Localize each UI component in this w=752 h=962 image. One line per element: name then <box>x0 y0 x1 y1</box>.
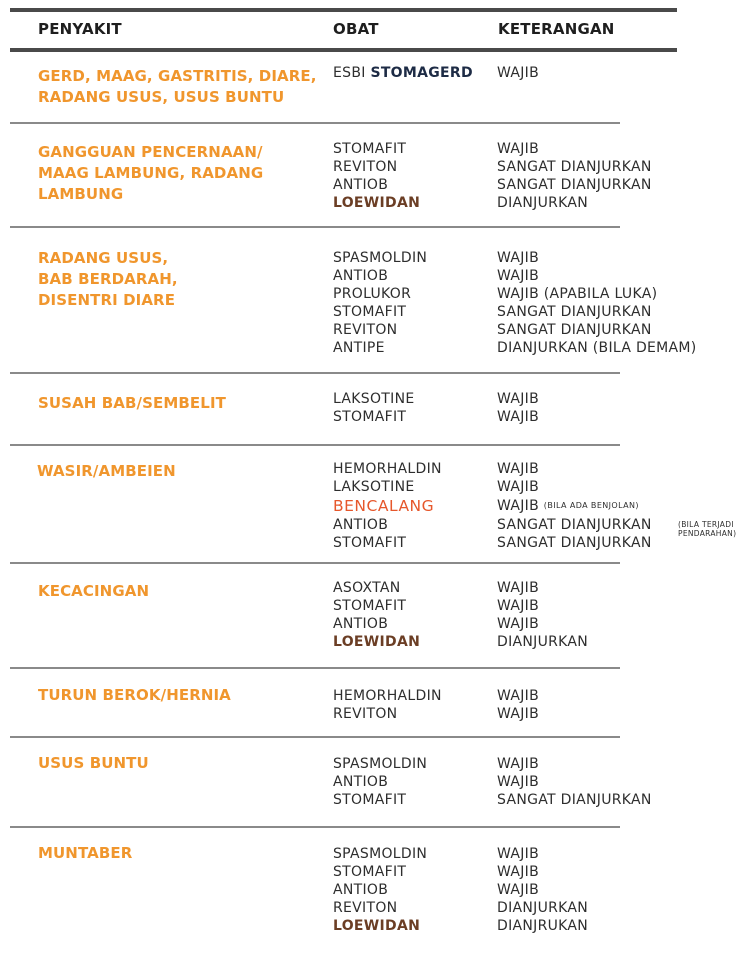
drug-item: ANTIOB <box>333 616 389 632</box>
drug-item: LAKSOTINE <box>333 391 415 407</box>
header-drug: OBAT <box>333 20 379 38</box>
drug-item: REVITON <box>333 900 398 916</box>
drug-list <box>333 460 493 552</box>
row-divider <box>10 372 620 374</box>
drug-item: STOMAFIT <box>333 864 407 880</box>
drug-item: LAKSOTINE <box>333 479 415 495</box>
drug-item: BENCALANG <box>333 497 435 515</box>
note-item: WAJIB <box>497 580 540 596</box>
note-item: WAJIB <box>497 391 540 407</box>
table-top-rule <box>10 8 677 12</box>
disease-name: USUS BUNTU <box>38 754 149 772</box>
row-divider <box>10 736 620 738</box>
note-list <box>497 579 752 651</box>
disease-name: TURUN BEROK/HERNIA <box>38 686 231 704</box>
drug-item: LOEWIDAN <box>333 634 421 650</box>
note-item: SANGAT DIANJURKAN <box>497 535 652 551</box>
drug-item: LOEWIDAN <box>333 195 421 211</box>
drug-list <box>333 140 493 212</box>
note-list <box>497 249 752 357</box>
drug-item: ANTIOB <box>333 268 389 284</box>
note-item: WAJIB <box>497 774 540 790</box>
note-item: WAJIB <box>497 846 540 862</box>
disease-name: RADANG USUS, BAB BERDARAH, DISENTRI DIARE <box>38 249 178 309</box>
note-item: SANGAT DIANJURKAN <box>497 304 652 320</box>
row-divider <box>10 444 620 446</box>
note-item: WAJIB <box>497 756 540 772</box>
disease-name: WASIR/AMBEIEN <box>37 462 176 480</box>
note-item: WAJIB <box>497 616 540 632</box>
note-item: WAJIB <box>497 268 540 284</box>
note-list <box>497 64 752 82</box>
disease-name: KECACINGAN <box>38 582 150 600</box>
drug-item: REVITON <box>333 322 398 338</box>
drug-item: SPASMOLDIN <box>333 756 428 772</box>
drug-item: HEMORHALDIN <box>333 461 442 477</box>
note-list <box>497 460 752 552</box>
note-item: SANGAT DIANJURKAN <box>497 159 652 175</box>
note-item: WAJIB <box>497 598 540 614</box>
drug-item: ANTIOB <box>333 882 389 898</box>
note-item: DIANJURKAN <box>497 900 589 916</box>
drug-item: SPASMOLDIN <box>333 250 428 266</box>
drug-item: ANTIPE <box>333 340 385 356</box>
table-header <box>0 20 752 42</box>
note-list <box>497 390 752 426</box>
note-item: SANGAT DIANJURKAN <box>497 792 652 808</box>
header-note: KETERANGAN <box>498 20 615 38</box>
row-divider <box>10 667 620 669</box>
drug-item: LOEWIDAN <box>333 918 421 934</box>
drug-item: STOMAFIT <box>333 304 407 320</box>
drug-item: STOMAFIT <box>333 598 407 614</box>
note-item: WAJIB <box>497 141 540 157</box>
drug-item: STOMAFIT <box>333 535 407 551</box>
note-item: SANGAT DIANJURKAN <box>497 322 652 338</box>
note-list <box>497 755 752 809</box>
note-item: WAJIB <box>497 864 540 880</box>
drug-list <box>333 64 493 82</box>
drug-list <box>333 687 493 723</box>
note-item: SANGAT DIANJURKAN <box>497 517 652 533</box>
note-item: WAJIB <box>497 882 540 898</box>
drug-item: REVITON <box>333 706 398 722</box>
drug-item: ESBI STOMAGERD <box>333 65 473 81</box>
drug-item: ASOXTAN <box>333 580 401 596</box>
drug-item: STOMAFIT <box>333 792 407 808</box>
drug-list <box>333 755 493 809</box>
row-divider <box>10 826 620 828</box>
note-item: WAJIB <box>497 688 540 704</box>
note-item: WAJIB <box>497 409 540 425</box>
note-item: DIANJURKAN <box>497 195 589 211</box>
drug-item: ANTIOB <box>333 774 389 790</box>
row-divider <box>10 562 620 564</box>
drug-item: STOMAFIT <box>333 141 407 157</box>
note-list <box>497 140 752 212</box>
disease-name: GERD, MAAG, GASTRITIS, DIARE, RADANG USUS, USUS BUNTU <box>38 67 317 106</box>
note-item: WAJIB (BILA ADA BENJOLAN) <box>497 498 639 514</box>
note-item: WAJIB <box>497 65 540 81</box>
disease-name: SUSAH BAB/SEMBELIT <box>38 394 226 412</box>
note-item: WAJIB <box>497 479 540 495</box>
drug-list <box>333 249 493 357</box>
row-divider <box>10 122 620 124</box>
header-disease: PENYAKIT <box>38 20 122 38</box>
disease-name: GANGGUAN PENCERNAAN/ MAAG LAMBUNG, RADANG LAMBUNG <box>38 143 264 203</box>
side-note: (BILA TERJADI PENDARAHAN) <box>678 520 737 538</box>
drug-list <box>333 390 493 426</box>
note-item: SANGAT DIANJURKAN <box>497 177 652 193</box>
note-item: WAJIB <box>497 706 540 722</box>
row-divider <box>10 226 620 228</box>
disease-name: MUNTABER <box>38 844 133 862</box>
note-list <box>497 845 752 935</box>
drug-list <box>333 579 493 651</box>
note-item: WAJIB (APABILA LUKA) <box>497 286 658 302</box>
header-bottom-rule <box>10 48 677 52</box>
drug-item: REVITON <box>333 159 398 175</box>
drug-item: PROLUKOR <box>333 286 412 302</box>
note-item: DIANJRUKAN <box>497 918 589 934</box>
drug-item: SPASMOLDIN <box>333 846 428 862</box>
drug-item: ANTIOB <box>333 177 389 193</box>
note-list <box>497 687 752 723</box>
note-item: WAJIB <box>497 250 540 266</box>
drug-item: STOMAFIT <box>333 409 407 425</box>
note-item: DIANJURKAN <box>497 634 589 650</box>
note-item: DIANJURKAN (BILA DEMAM) <box>497 340 697 356</box>
drug-item: ANTIOB <box>333 517 389 533</box>
drug-list <box>333 845 493 935</box>
drug-item: HEMORHALDIN <box>333 688 442 704</box>
note-item: WAJIB <box>497 461 540 477</box>
